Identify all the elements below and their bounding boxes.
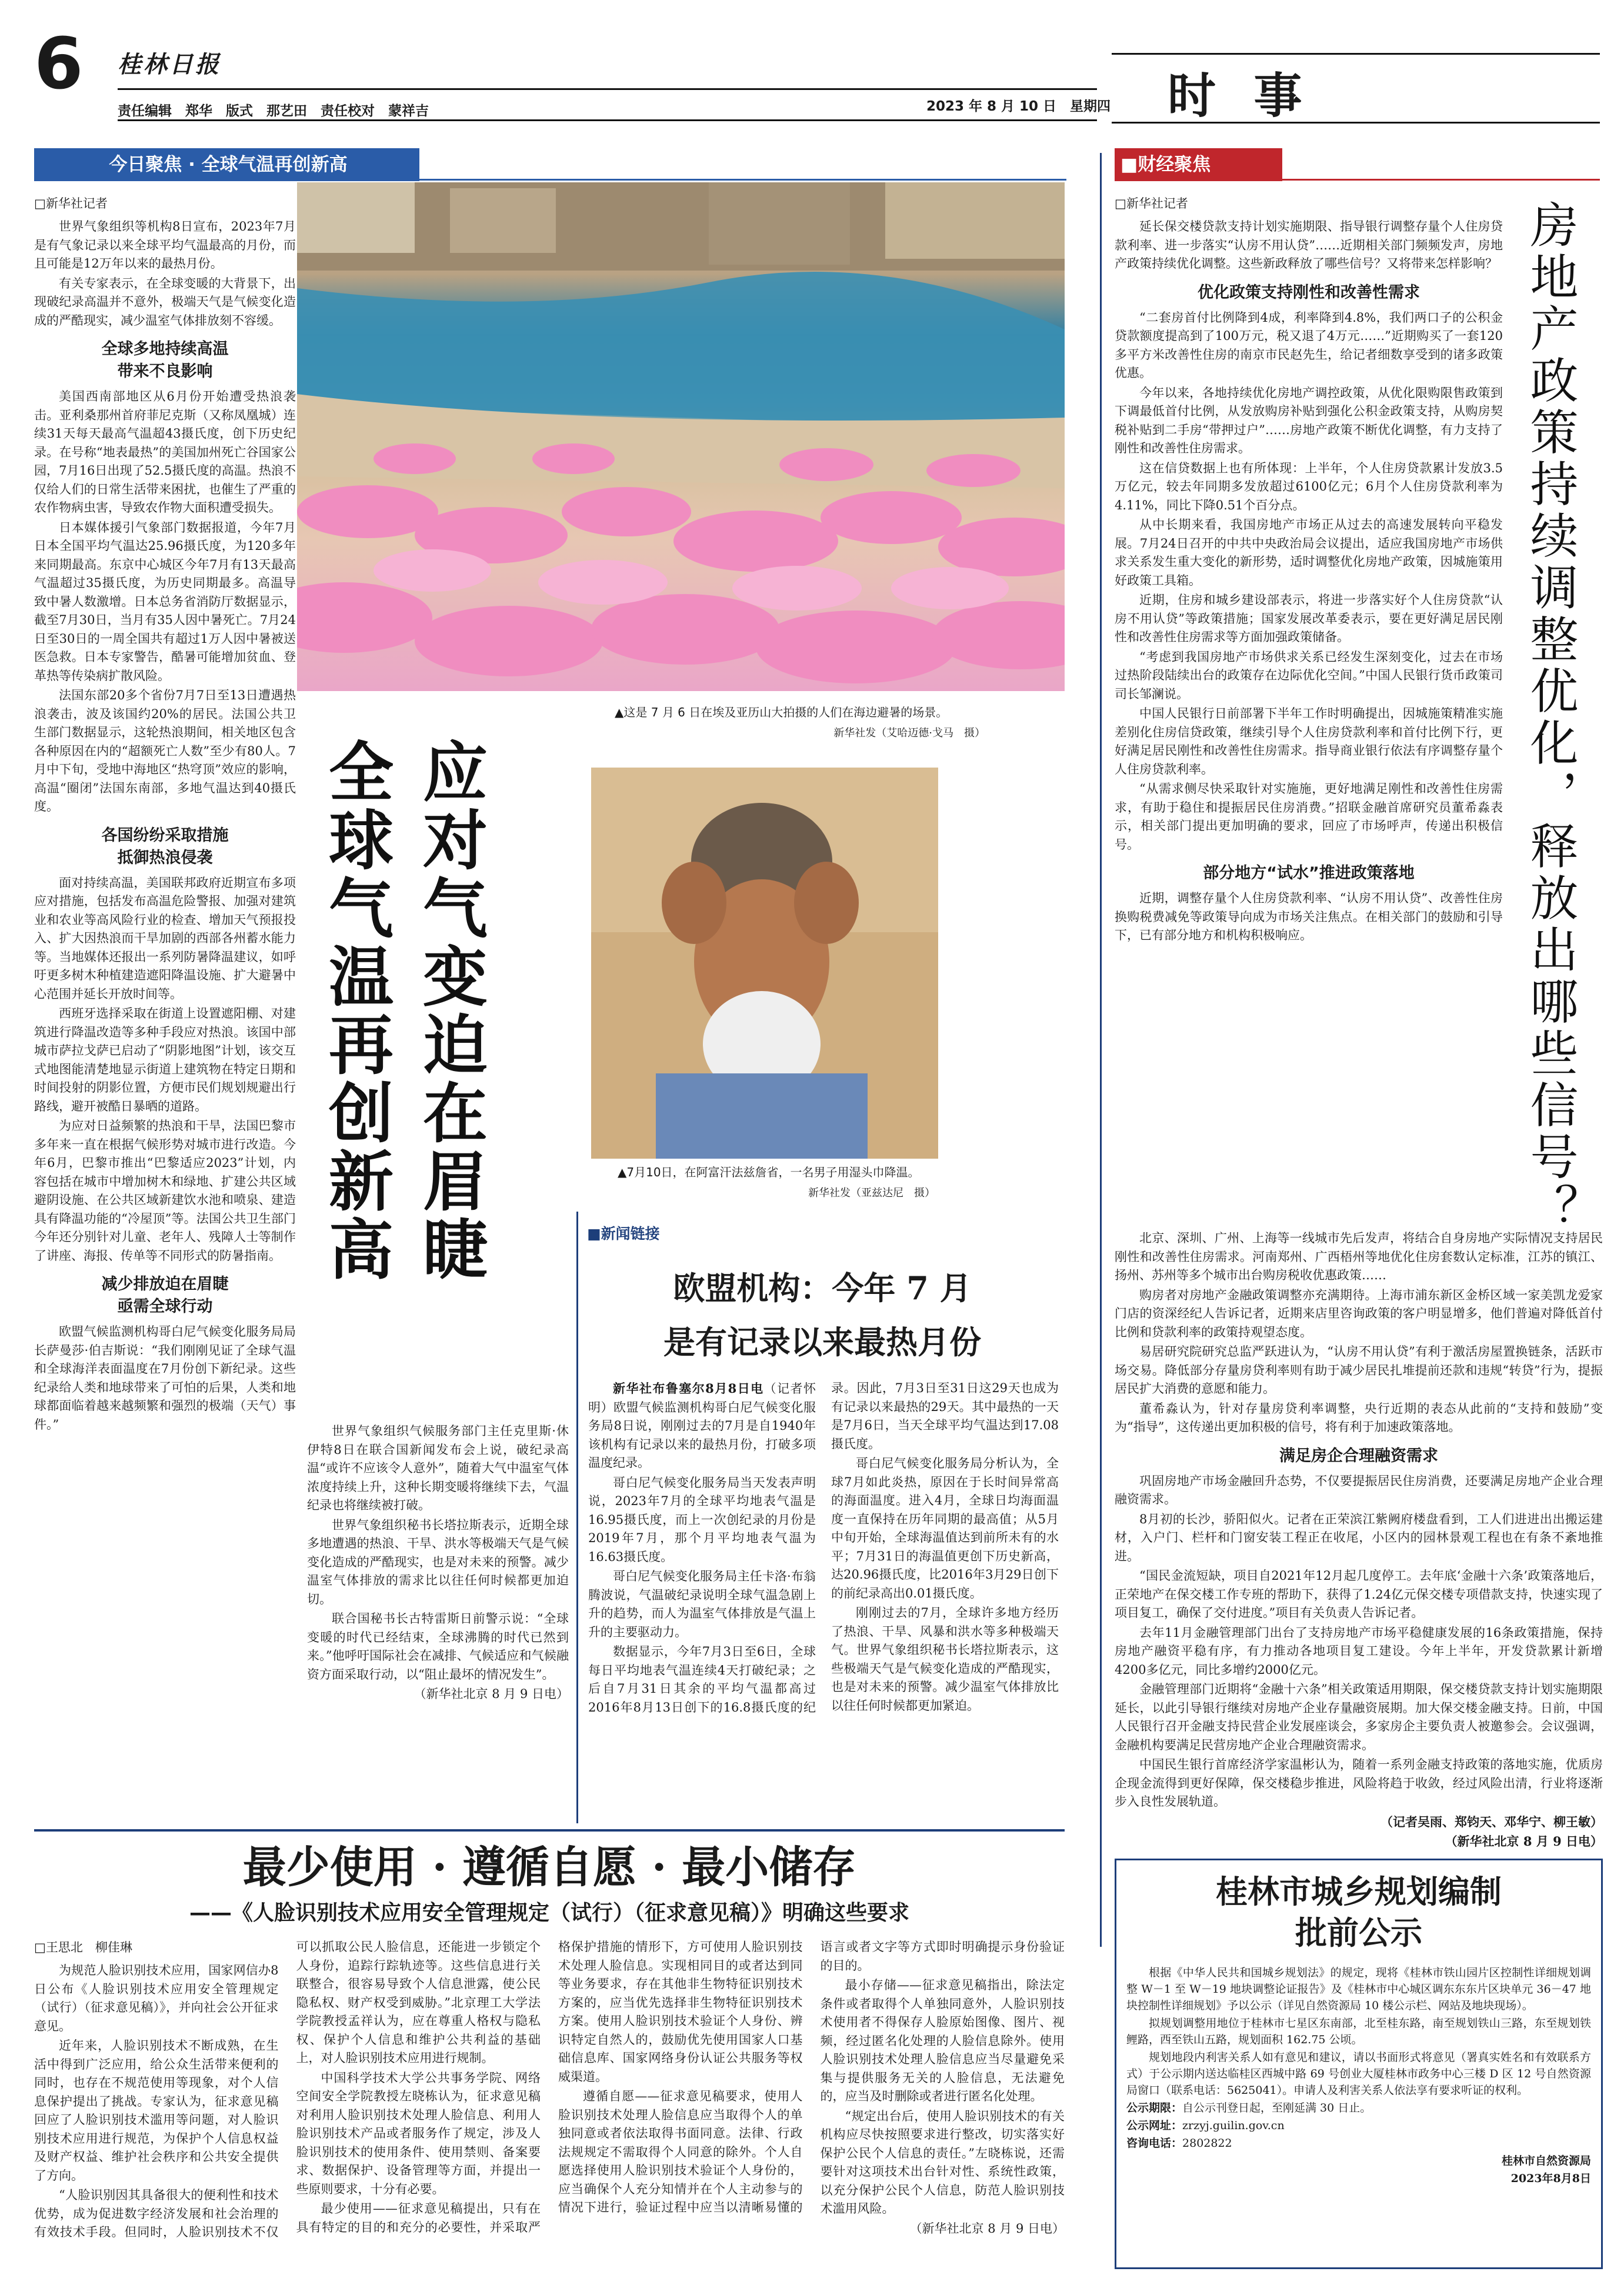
notice-phone	[1126, 2135, 1591, 2151]
climate-subhead: 亟需全球行动	[117, 1297, 213, 1316]
eu-lead-text: （记者怀明）欧盟气候监测机构哥白尼气候变化服务局8日说，刚刚过去的7月是自1940年该机构有记录以来的最热月份，打破多项温度纪录。	[588, 1382, 816, 1470]
face-paragraph: 最少使用——征求意见稿提出，只有在具有特定的目的和充分的必要性，并采取严格保护措施的情形下，方可使用人脸识别技术处理人脸信息。实现相同目的或者达到同等业务要求，存在其他非生物特征识别技术方案的，应当优先选择非生物特征识别技术方案。使用人脸识别技术验证个人身份、辨识特定自然人的，鼓励优先使用国家人口基础信息库、国家网络身份认证公共服务等权威渠道。	[296, 1940, 803, 2234]
notice-period	[1126, 2100, 1591, 2116]
climate-paragraph: 欧盟气候监测机构哥白尼气候变化服务局局长萨曼莎·伯吉斯说：“我们刚刚见证了全球气温和全球海洋表面温度在7月份创下新纪录。这些纪录给人类和地球带来了可怕的后果，人类和地球都面临着越来越频繁和强烈的极端（天气）事件。”	[34, 1325, 296, 1432]
beach-photo-art	[297, 182, 1065, 691]
notice-phone-label: 咨询电话：	[1126, 2137, 1183, 2150]
finance-paragraph: 购房者对房地产金融政策调整亦充满期待。上海市浦东新区金桥区域一家美凯龙爱家门店的资深经纪人告诉记者，近期来店里咨询政策的客户明显增多，他们普遍对降低首付比例和贷款利率的政策持观望态度。	[1115, 1287, 1603, 1339]
face-subtitle: ——《人脸识别技术应用安全管理规定（试行）（征求意见稿）》明确这些要求	[189, 1901, 909, 1925]
eu-title-1: 欧盟机构：今年 7 月	[673, 1269, 972, 1307]
eu-lead: 新华社布鲁塞尔8月8日电	[613, 1381, 764, 1396]
face-body	[34, 1938, 1065, 2267]
finance-paragraph: 中国民生银行首席经济学家温彬认为，随着一系列金融支持政策的落地实施，优质房企现金流得到更好保障，保交楼稳步推进，风险将趋于收敛，经过风险出清，行业将逐渐步入良性发展轨道。	[1115, 1757, 1603, 1809]
finance-paragraph: 北京、深圳、广州、上海等一线城市先后发声，将结合自身房地产实际情况支持居民刚性和改善性住房需求。河南郑州、广西梧州等地优化住房套数认定标准，江苏的镇江、扬州、苏州等多个城市出台购房税收优惠政策……	[1115, 1231, 1603, 1282]
face-paragraph: 为规范人脸识别技术应用，国家网信办8日公布《人脸识别技术应用安全管理规定（试行）（征求意见稿）》，并向社会公开征求意见。	[34, 1963, 279, 2033]
finance-paragraph: 巩固房地产市场金融回升态势，不仅要提振居民住房消费，还要满足房地产企业合理融资需求。	[1115, 1473, 1603, 1506]
finance-paragraph: 金融管理部门近期将“金融十六条”相关政策适用期限，保交楼贷款支持计划实施期限延长，以此引导银行继续对房地产企业存量融资展期。加大保交楼金融支持。日前，中国人民银行召开金融支持民营企业发展座谈会，多家房企主要负责人被邀参会。会议强调，金融机构要满足民营房地产企业合理融资需求。	[1115, 1682, 1603, 1752]
page-number: 6	[34, 24, 84, 105]
paper-name: 桂林日报	[118, 51, 221, 78]
finance-paragraph: “从需求侧尽快采取针对实施施，更好地满足刚性和改善性住房需求，有助于稳住和提振居民住房消费。”招联金融首席研究员董希淼表示，相关部门提出更加明确的要求，回应了市场呼声，传递出积极信号。	[1115, 782, 1503, 852]
finance-paragraph: 近期，调整存量个人住房贷款利率、“认房不用认贷”、改善性住房换购税费减免等政策导向成为市场关注焦点。在相关部门的鼓励和引导下，已有部分地方和机构积极响应。	[1115, 891, 1503, 942]
climate-subhead: 全球多地持续高温	[101, 340, 229, 358]
finance-paragraph: 这在信贷数据上也有所体现：上半年，个人住房贷款累计发放3.5万亿元，较去年同期多发放超过6100亿元；6月个人住房贷款利率为4.11%，同比下降0.51个百分点。	[1115, 461, 1503, 512]
eu-paragraph: 哥白尼气候变化服务局主任卡洛·布翁腾波说，气温破纪录说明全球气温急剧上升的趋势，而人为温室气体排放是气温上升的主要驱动力。	[588, 1569, 816, 1639]
face-dateline: （新华社北京 8 月 9 日电）	[909, 2221, 1065, 2236]
finance-banner-text: ■财经聚焦	[1121, 154, 1211, 175]
notice-paragraph: 拟规划调整用地位于桂林市七星区东南部，北至桂东路，南至规划铁山三路，东至规划铁鲤路，西至铁山五路，规划面积 162.75 公顷。	[1126, 2017, 1591, 2046]
climate-paragraph: 法国东部20多个省份7月7日至13日遭遇热浪袭击，波及该国约20%的居民。法国公共卫生部门数据显示，这轮热浪期间，相关地区包含各种原因在内的“超额死亡人数”至少有80人。7月中下旬，受地中海地区“热穹顶”效应的影响，高温“圈闭”法国东南部，多地气温达到40摄氏度。	[34, 688, 296, 813]
notice-site-label: 公示网址：	[1126, 2119, 1183, 2132]
finance-subhead: 部分地方“试水”推进政策落地	[1203, 864, 1415, 882]
notice-site-value[interactable]: zrzyj.guilin.gov.cn	[1182, 2119, 1285, 2132]
section-box	[1112, 53, 1600, 124]
climate-column-right	[307, 1422, 569, 1705]
climate-byline: □新华社记者	[34, 196, 108, 211]
notice-issuer: 桂林市自然资源局	[1501, 2154, 1591, 2167]
notice-title-2: 批前公示	[1295, 1914, 1422, 1952]
finance-paragraph: 中国人民银行日前部署下半年工作时明确提出，因城施策精准实施差别化住房信贷政策，继续引导个人住房贷款利率和首付比例下行，更好满足居民刚性和改善性住房需求。指导商业银行依法有序调整存量个人住房贷款利率。	[1115, 706, 1503, 776]
finance-paragraph: 去年11月金融管理部门出台了支持房地产市场平稳健康发展的16条政策措施，保持房地产融资平稳有序，有力推动各地项目复工建设。今年上半年，开发贷款累计新增4200多亿元，同比多增约2000亿元。	[1115, 1625, 1603, 1677]
face-paragraph: “规定出台后，使用人脸识别技术的有关机构应尽快按照要求进行整改，切实落实好保护公民个人信息的责任。”左晓栋说，还需要针对这项技术出台针对性、系统性政策，以充分保护公民个人信息，防范人脸识别技术滥用风险。	[820, 2109, 1065, 2216]
climate-paragraph: 面对持续高温，美国联邦政府近期宣布多项应对措施，包括发布高温危险警报、加强对建筑业和农业等高风险行业的检查、增加天气预报投入、扩大因热浪而干旱加剧的西部各州蓄水能力等。当地媒体还报出一系列防暑降温建议，如呼吁更多树木种植建造遮阳降温设施、扩大避暑中心范围并延长开放时间等。	[34, 875, 296, 1001]
notice-paragraph: 规划地段内利害关系人如有意见和建议，请以书面形式将意见（署真实姓名和有效联系方式）于公示期内送达临桂区西城中路 69 号创业大厦桂林市政务中心三楼 D 区 12 号自然资源局窗口（联系电话：5625041）。申请人及利害关系人依法享有要求听证的权利。	[1126, 2051, 1591, 2097]
finance-paragraph: 董希淼认为，针对存量房贷利率调整，央行近期的表态从此前的“支持和鼓励”变为“指导”，这传递出更加积极的信号，将有利于加速政策落地。	[1115, 1401, 1603, 1434]
notice-issue-date: 2023年8月8日	[1510, 2172, 1591, 2185]
finance-paragraph: 从中长期来看，我国房地产市场正从过去的高速发展转向平稳发展。7月24日召开的中共中央政治局会议提出，适应我国房地产市场供求关系发生重大变化的新形势，适时调整优化房地产政策，因城施策用好政策工具箱。	[1115, 518, 1503, 588]
climate-headline-col1: 应对气变迫在眉睫	[412, 738, 488, 1284]
face-title: 最少使用 · 遵循自愿 · 最小储存	[242, 1842, 856, 1893]
finance-headline: 房地产政策持续调整优化，释放出哪些信号？	[1522, 200, 1578, 1235]
beach-photo-credit: 新华社发（艾哈迈德·戈马 摄）	[833, 727, 985, 739]
finance-reporters: （记者吴雨、郑钧天、邓华宁、柳王敏）	[1380, 1814, 1603, 1829]
climate-paragraph: 有关专家表示，在全球变暖的大背景下，出现破纪录高温并不意外，极端天气是气候变化造成的严酷现实，减少温室气体排放刻不容缓。	[34, 276, 296, 328]
eu-body	[588, 1379, 1059, 1814]
man-photo-caption: ▲7月10日，在阿富汗法兹詹省，一名男子用湿头巾降温。	[618, 1165, 920, 1179]
face-rule-top	[34, 1829, 1065, 1832]
climate-subhead: 带来不良影响	[117, 362, 213, 381]
eu-paragraph: 哥白尼气候变化服务局分析认为，全球7月如此炎热，原因在于长时间异常高的海面温度。进入4月，全球日均海面温度一直保持在历年同期的最高值；从5月中旬开始，全球海温值达到前所未有的水平；7月31日的海温值更创下历史新高，达20.96摄氏度，比2016年3月29日创下的前纪录高出0.01摄氏度。	[831, 1456, 1059, 1600]
climate-paragraph: 西班牙选择采取在街道上设置遮阳棚、对建筑进行降温改造等多种手段应对热浪。该国中部城市萨拉戈萨已启动了“阴影地图”计划，该交互式地图能清楚地显示街道上建筑物在特定日期和时间投射的阴影位置，方便市民们规划规避出行路线，避开被酷日暴晒的道路。	[34, 1006, 296, 1113]
man-photo-credit: 新华社发（亚兹达尼 摄）	[808, 1187, 935, 1199]
face-paragraph: 遵循自愿——征求意见稿要求，使用人脸识别技术处理人脸信息应当取得个人的单独同意或者依法取得书面同意。法律、行政法规规定不需取得个人同意的除外。个人自愿选择使用人脸识别技术验证个人身份的，应当确保个人充分知情并在个人主动参与的情况下进行，验证过程中应当以清晰易懂的语言或者文字等方式即时明确提示身份验证的目的。	[558, 1940, 1065, 2214]
climate-paragraph: 为应对日益频繁的热浪和干旱，法国巴黎市多年来一直在根据气候形势对城市进行改造。今年6月，巴黎市推出“巴黎适应2023”计划，内容包括在城市中增加树木和绿地、扩建公共区域避阴设施、在公共区域新建饮水池和喷泉、建造具有降温功能的“冷屋顶”等。法国公共卫生部门今年还分别针对儿童、老年人、残障人士等制作了讲座、海报、传单等不同形式的防暑指南。	[34, 1119, 296, 1263]
climate-paragraph: 世界气象组织气候服务部门主任克里斯·休伊特8日在联合国新闻发布会上说，破纪录高温“或许不应该令人意外”，随着大气中温室气体浓度持续上升，这种长期变暖将继续下去，气温纪录也将继续被打破。	[307, 1424, 569, 1512]
notice-body	[1126, 1964, 1591, 2188]
finance-paragraph: 延长保交楼贷款支持计划实施期限、指导银行调整存量个人住房贷款利率、进一步落实“认房不用认贷”……近期相关部门频频发声，房地产政策持续优化调整。这些新政释放了哪些信号？又将带来怎样影响？	[1115, 219, 1503, 271]
finance-paragraph: 近期，住房和城乡建设部表示，将进一步落实好个人住房贷款“认房不用认贷”等政策措施；国家发展改革委表示，要在更好满足居民刚性和改善性住房需求等方面加强政策储备。	[1115, 593, 1503, 644]
face-paragraph: “人脸识别因其具备很大的便利性和技术优势，成为促进数字经济发展和社会治理的有效技术手段。但同时，人脸识别技术不仅可以抓取公民人脸信息，还能进一步锁定个人身份，追踪行踪轨迹等。这些信息进行关联整合，很容易导致个人信息泄露，使公民隐私权、财产权受到威胁。”北京理工大学法学院教授孟祥认为，应在尊重人格权与隐私权、保护个人信息和维护公共利益的基础上，对人脸识别技术应用进行规制。	[34, 1940, 541, 2239]
climate-headline-col2: 全球气温再创新高	[318, 738, 394, 1284]
climate-subhead: 减少排放迫在眉睫	[101, 1275, 229, 1293]
face-paragraph: 中国科学技术大学公共事务学院、网络空间安全学院教授左晓栋认为，征求意见稿对利用人脸识别技术处理人脸信息、利用人脸识别技术产品或者服务作了规定，涉及人脸识别技术的使用条件、使用禁则、备案要求、数据保护、设备管理等方面，并提出一些原则要求，十分有必要。	[296, 2070, 541, 2196]
section-title: 时 事	[1168, 68, 1313, 124]
climate-paragraph: 联合国秘书长古特雷斯日前警示说：“全球变暖的时代已经结束，全球沸腾的时代已然到来。”他呼吁国际社会在减排、气候适应和气候融资方面采取行动，以“阻止最坏的情况发生”。	[307, 1612, 569, 1682]
climate-paragraph: 美国西南部地区从6月份开始遭受热浪袭击。亚利桑那州首府菲尼克斯（又称凤凰城）连续31天每天最高气温超43摄氏度，创下历史纪录。在号称“地表最热”的美国加州死亡谷国家公园，7月16日出现了52.5摄氏度的高温。热浪不仅给人们的日常生活带来困扰，也催生了严重的农作物病虫害，导致农作物大面积遭受损失。	[34, 389, 296, 515]
man-photo	[591, 768, 938, 1159]
eu-paragraph: 刚刚过去的7月，全球许多地方经历了热浪、干旱、风暴和洪水等多种极端天气。世界气象组织秘书长塔拉斯表示，这些极端天气是气候变化造成的严酷现实，也是对未来的预警。减少温室气体排放比以往任何时候都更加紧迫。	[831, 1606, 1059, 1713]
notice-period-value: 自公示刊登日起，至刚延满 30 日止。	[1182, 2101, 1372, 2114]
notice-site	[1126, 2117, 1591, 2134]
climate-column-left	[34, 194, 296, 1435]
eu-tag: ■新闻链接	[587, 1225, 660, 1242]
finance-paragraph: 今年以来，各地持续优化房地产调控政策，从优化限购限售政策到下调最低首付比例，从发放购房补贴到强化公积金政策支持，从购房契税补贴到二手房“带押过户”……房地产政策不断优化调整，有力支持了刚性和改善性住房需求。	[1115, 385, 1503, 455]
finance-paragraph: 易居研究院研究总监严跃进认为，“认房不用认贷”有利于激活房屋置换链条，活跃市场交易。降低部分存量房贷利率则有助于减少居民扎堆提前还款和违规“转贷”行为，提振居民扩大消费的意愿和能力。	[1115, 1345, 1603, 1396]
finance-subhead: 优化政策支持刚性和改善性需求	[1198, 283, 1420, 302]
finance-subhead: 满足房企合理融资需求	[1279, 1446, 1438, 1465]
climate-banner-rule	[419, 179, 1066, 181]
climate-subhead: 各国纷纷采取措施	[101, 826, 229, 845]
notice-period-label: 公示期限：	[1126, 2101, 1183, 2114]
beach-photo-caption: ▲这是 7 月 6 日在埃及亚历山大拍摄的人们在海边避暑的场景。	[615, 705, 948, 719]
face-byline: □王思北 柳佳琳	[34, 1940, 132, 1954]
climate-paragraph: 世界气象组织等机构8日宣布，2023年7月是有气象记录以来全球平均气温最高的月份，而且可能是12万年以来的最热月份。	[34, 219, 296, 271]
climate-dateline: （新华社北京 8 月 9 日电）	[413, 1687, 569, 1701]
finance-banner-rule	[1282, 179, 1600, 181]
beach-photo	[297, 182, 1065, 691]
climate-paragraph: 世界气象组织秘书长塔拉斯表示，近期全球多地遭遇的热浪、干旱、洪水等极端天气是气候变化造成的严酷现实，也是对未来的预警。减少温室气体排放的需求比以往任何时候都更加迫切。	[307, 1517, 569, 1606]
face-paragraph: 近年来，人脸识别技术不断成熟，在生活中得到广泛应用，给公众生活带来便利的同时，也存在不规范使用等现象，对个人信息保护提出了挑战。专家认为，征求意见稿回应了人脸识别技术滥用等问题，对人脸识别技术应用进行规范，为保护个人信息权益及财产权益、维护社会秩序和公共安全提供了方向。	[34, 2039, 279, 2183]
notice-paragraph: 根据《中华人民共和国城乡规划法》的规定，现将《桂林市铁山园片区控制性详细规划调整 W－1 至 W－19 地块调整论证报告》及《桂林市中心城区调东东东片区块单元 36－47 地块控制性详细规划》予以公示（详见自然资源局 10 楼公示栏、网站及地块现场）。	[1126, 1966, 1591, 2012]
man-photo-art	[591, 768, 938, 1159]
notice-phone-value: 2802822	[1182, 2137, 1232, 2150]
finance-dateline: （新华社北京 8 月 9 日电）	[1445, 1834, 1603, 1849]
staff-line: 责任编辑 郑华 版式 那艺田 责任校对 蒙祥吉	[118, 104, 429, 119]
eu-paragraph: 哥白尼气候变化服务局当天发表声明说，2023年7月的全球平均地表气温是16.95摄氏度，而上一次创纪录的月份是2019年7月，那个月平均地表气温为16.63摄氏度。	[588, 1475, 816, 1564]
finance-byline: □新华社记者	[1115, 196, 1188, 211]
finance-body-bottom	[1115, 1229, 1603, 1852]
climate-banner-text: 今日聚焦 · 全球气温再创新高	[109, 154, 348, 175]
finance-paragraph: “国民金流短缺，项目自2021年12月起几度停工。去年底‘金融十六条’政策落地后，正荣地产在保交楼工作专班的帮助下，获得了1.24亿元保交楼专项借款支持，快速实现了项目复工，确保了交付进度。”项目有关负责人告诉记者。	[1115, 1569, 1603, 1620]
finance-paragraph: “考虑到我国房地产市场供求关系已经发生深刻变化，过去在市场过热阶段陆续出台的政策存在边际优化空间。”中国人民银行货币政策司司长邹澜说。	[1115, 649, 1503, 701]
masthead-rule-bottom	[118, 119, 1097, 121]
eu-title-2: 是有记录以来最热月份	[663, 1323, 981, 1361]
finance-body-top	[1115, 194, 1503, 946]
finance-paragraph: “二套房首付比例降到4成，利率降到4.8%，我们两口子的公积金贷款额度提高到了100万元，税又退了4万元……”近期购买了一套120多平方米改善性住房的南京市民赵先生，给记者细数享受到的诸多政策优惠。	[1115, 310, 1503, 380]
climate-subhead: 抵御热浪侵袭	[117, 848, 213, 867]
climate-paragraph: 日本媒体援引气象部门数据报道，今年7月日本全国平均气温达25.96摄氏度，为120多年来同期最高。东京中心城区今年7月有13天最高气温超过35摄氏度，为历史同期最多。高温导致中暑人数激增。日本总务省消防厅数据显示，截至7月30日，当月有35人因中暑死亡。7月24日至30日的一周全国共有超过1万人因中暑被送医急救。日本专家警告，酷暑可能增加贫血、登革热等传染病扩散风险。	[34, 520, 296, 683]
masthead-rule	[118, 88, 1097, 90]
eu-paragraph	[588, 1379, 816, 1473]
face-paragraph: 最小存储——征求意见稿指出，除法定条件或者取得个人单独同意外，人脸识别技术使用者不得保存人脸原始图像、图片、视频，经过匿名化处理的人脸信息除外。使用人脸识别技术处理人脸信息应当尽量避免采集与提供服务无关的人脸信息，无法避免的，应当及时删除或者进行匿名化处理。	[820, 1978, 1065, 2103]
issue-date: 2023 年 8 月 10 日 星期四	[926, 99, 1111, 114]
notice-title-1: 桂林市城乡规划编制	[1216, 1873, 1502, 1910]
finance-paragraph: 8月初的长沙，骄阳似火。记者在正荣滨江紫阙府楼盘看到，工人们进进出出搬运建材，入户门、栏杆和门窗安装工程正在收尾，小区内的园林景观工程也在有条不紊地推进。	[1115, 1512, 1603, 1563]
finance-divider	[1100, 153, 1102, 1947]
eu-paragraph: 数据显示，今年7月3日至6日，全球每日平均地表气温连续4天打破纪录；之后自7月31日其余的平均气温都高过2016年8月13日创下的16.8摄氏度的纪录。因此，7月3日至31日这29天也成为有记录以来最热的29天。其中最热的一天是7月6日，当天全球平均气温达到17.08摄氏度。	[588, 1381, 1059, 1714]
